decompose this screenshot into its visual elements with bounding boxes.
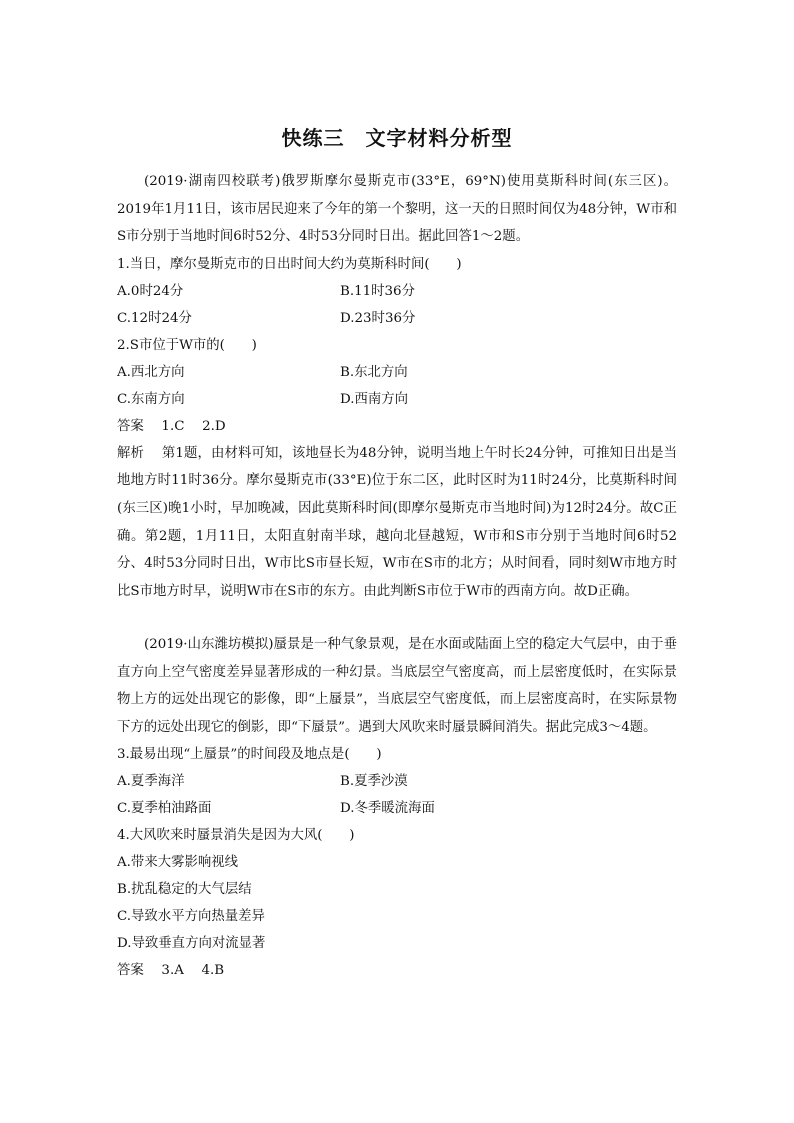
section-2-intro: (2019·山东潍坊模拟)蜃景是一种气象景观，是在水面或陆面上空的稳定大气层中，由于垂直方向上空气密度差异显著形成的一种幻景。当底层空气密度高，而上层密度低时，在实际景物上方的远处出现它的影像，即“上蜃景”，当底层空气密度低，而上层密度高时，在实际景物下方的远处出现它的倒影，即“下蜃景”。遇到大风吹来时蜃景瞬间消失。据此完成3～4题。: [117, 637, 677, 735]
question-2-stem: 2.S市位于W市的( ): [117, 337, 257, 353]
question-1-options-row-1: [117, 278, 677, 305]
question-3-option-a: A.夏季海洋: [117, 774, 185, 790]
question-4-option-c: C.导致水平方向热量差异: [117, 909, 265, 925]
answer-1-2: 答案 1.C 2.D: [117, 418, 226, 434]
question-3-options-row-1: [117, 768, 677, 795]
question-4-option-a: A.带来大雾影响视线: [117, 855, 239, 871]
question-2-options-row-1: [117, 359, 677, 386]
analysis-1-2: 解析 第1题，由材料可知，该地昼长为48分钟，说明当地上午时长24分钟，可推知日出是当地地方时11时36分。摩尔曼斯克市(33°E)位于东二区，此时区时为11时24分，比莫斯科时间(东三区)晚1小时，早加晚减，因此莫斯科时间(即摩尔曼斯克市当地时间)为12时24分。故C正确。第2题，1月11日，太阳直射南半球，越向北昼越短，W市和S市分别于当地时间6时52分、4时53分同时日出，W市比S市昼长短，W市在S市的北方；从时间看，同时刻W市地方时比S市地方时早，说明W市在S市的东方。由此判断S市位于W市的西南方向。故D正确。: [117, 445, 677, 599]
section-1: [117, 168, 677, 605]
question-3-option-c: C.夏季柏油路面: [117, 801, 212, 817]
question-4-option-b: B.扰乱稳定的大气层结: [117, 882, 252, 898]
question-2-option-c: C.东南方向: [117, 391, 185, 407]
question-2-options-row-2: [117, 386, 677, 413]
question-3-options-row-2: [117, 795, 677, 822]
question-1-stem: 1.当日，摩尔曼斯克市的日出时间大约为莫斯科时间( ): [117, 256, 462, 272]
page-title: 快练三 文字材料分析型: [281, 126, 513, 150]
question-2-option-d: D.西南方向: [340, 391, 409, 407]
section-1-intro: (2019·湖南四校联考)俄罗斯摩尔曼斯克市(33°E，69°N)使用莫斯科时间(东三区)。2019年1月11日，该市居民迎来了今年的第一个黎明，这一天的日照时间仅为48分钟，W市和S市分别于当地时间6时52分、4时53分同时日出。据此回答1～2题。: [117, 174, 677, 245]
section-2: [117, 631, 677, 984]
question-2-option-a: A.西北方向: [117, 364, 185, 380]
question-1-option-a: A.0时24分: [117, 283, 184, 299]
question-4-stem: 4.大风吹来时蜃景消失是因为大风( ): [117, 828, 355, 844]
question-3-option-b: B.夏季沙漠: [340, 774, 408, 790]
question-4-option-d: D.导致垂直方向对流显著: [117, 936, 266, 952]
question-3-stem: 3.最易出现“上蜃景”的时间段及地点是( ): [117, 747, 382, 763]
question-1-option-c: C.12时24分: [117, 310, 192, 326]
answer-3-4: 答案 3.A 4.B: [117, 963, 225, 979]
question-1-option-b: B.11时36分: [340, 283, 415, 299]
question-3-option-d: D.冬季暖流海面: [340, 801, 435, 817]
question-1-options-row-2: [117, 305, 677, 332]
question-1-option-d: D.23时36分: [340, 310, 416, 326]
question-2-option-b: B.东北方向: [340, 364, 408, 380]
